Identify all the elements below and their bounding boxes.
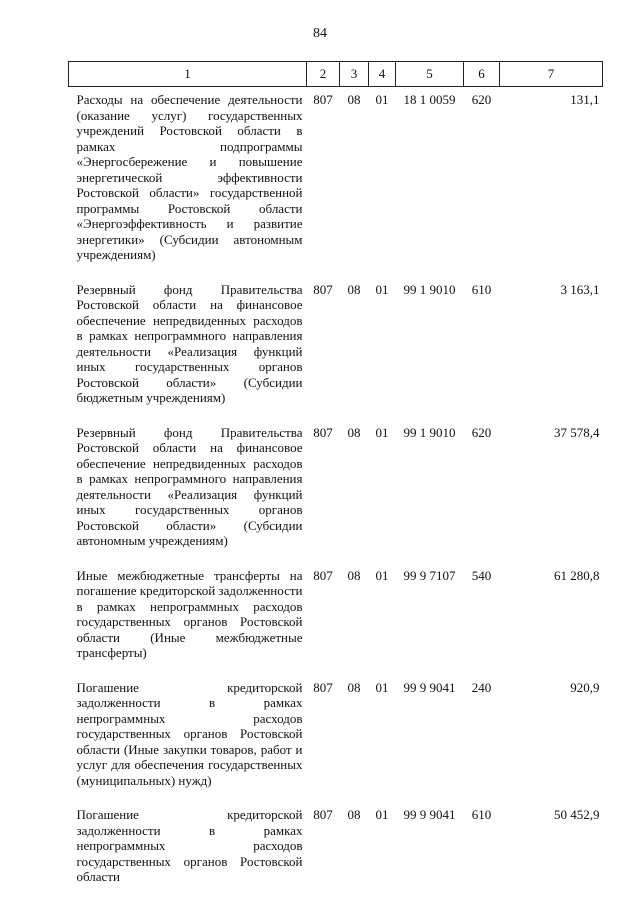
section-code: 08 — [347, 567, 361, 583]
amount: 37 578,4 — [554, 424, 600, 440]
page-number: 84 — [313, 26, 327, 41]
table-row — [69, 802, 603, 885]
amount: 920,9 — [570, 679, 600, 695]
subsection-code: 01 — [375, 807, 389, 822]
expense-type-code: 620 — [471, 92, 492, 107]
header-col-5: 5 — [396, 62, 464, 87]
section-code: 08 — [347, 424, 361, 440]
expense-type-code: 610 — [471, 281, 492, 297]
amount: 61 280,8 — [554, 567, 600, 583]
ministry-code: 807 — [313, 679, 333, 695]
header-row — [69, 62, 603, 87]
section-code: 08 — [347, 807, 361, 822]
ministry-code: 807 — [313, 807, 333, 822]
row-description: Погашение кредиторской задолженности в рамках непрограммных расходов государственных органов Ростовской области (Иные закупки товаров, работ и услуг для обеспечения государственных (муниципальных) нужд) — [76, 679, 303, 788]
header-col-3: 3 — [340, 62, 369, 87]
header-col-1: 1 — [69, 62, 307, 87]
target-article-code: 99 1 9010 — [403, 424, 456, 440]
target-article-code: 99 9 7107 — [403, 567, 456, 583]
table-row — [69, 277, 603, 420]
header-col-6: 6 — [464, 62, 500, 87]
expense-type-code: 610 — [471, 807, 492, 822]
subsection-code: 01 — [375, 281, 389, 297]
section-code: 08 — [347, 679, 361, 695]
amount: 3 163,1 — [560, 281, 600, 297]
row-description: Расходы на обеспечение деятельности (оказание услуг) государственных учреждений Ростовской области в рамках подпрограммы «Энергосбережение и повышение энергетической эффективности Ростовской области» государственной программы Ростовской области «Энергоэффективность и развитие энергетики» (Субсидии автономным учреждениям) — [76, 92, 303, 262]
row-description: Резервный фонд Правительства Ростовской области на финансовое обеспечение непредвиденных расходов в рамках непрограммного направления деятельности «Реализация функций иных государственных органов Ростовской области» (Субсидии автономным учреждениям) — [76, 424, 303, 548]
row-description: Погашение кредиторской задолженности в рамках непрограммных расходов государственных органов Ростовской области — [76, 807, 303, 884]
header-col-7: 7 — [500, 62, 603, 87]
table-row — [69, 675, 603, 803]
subsection-code: 01 — [375, 567, 389, 583]
table-row — [69, 87, 603, 277]
target-article-code: 99 9 9041 — [403, 807, 456, 822]
target-article-code: 99 1 9010 — [403, 281, 456, 297]
target-article-code: 99 9 9041 — [403, 679, 456, 695]
target-article-code: 18 1 0059 — [403, 92, 456, 107]
subsection-code: 01 — [375, 424, 389, 440]
expense-type-code: 620 — [471, 424, 492, 440]
ministry-code: 807 — [313, 567, 333, 583]
header-col-4: 4 — [369, 62, 396, 87]
ministry-code: 807 — [313, 281, 333, 297]
row-description: Иные межбюджетные трансферты на погашение кредиторской задолженности в рамках непрограммных расходов государственных органов Ростовской области (Иные межбюджетные трансферты) — [76, 567, 303, 660]
amount: 131,1 — [570, 92, 600, 107]
subsection-code: 01 — [375, 92, 389, 107]
ministry-code: 807 — [313, 424, 333, 440]
row-description: Резервный фонд Правительства Ростовской области на финансовое обеспечение непредвиденных расходов в рамках непрограммного направления деятельности «Реализация функций иных государственных органов Ростовской области» (Субсидии бюджетным учреждениям) — [76, 281, 303, 405]
budget-table — [68, 61, 603, 885]
expense-type-code: 240 — [471, 679, 492, 695]
section-code: 08 — [347, 92, 361, 107]
expense-type-code: 540 — [471, 567, 492, 583]
table-row — [69, 563, 603, 675]
section-code: 08 — [347, 281, 361, 297]
subsection-code: 01 — [375, 679, 389, 695]
table-row — [69, 420, 603, 563]
amount: 50 452,9 — [554, 807, 600, 822]
header-col-2: 2 — [307, 62, 340, 87]
ministry-code: 807 — [313, 92, 333, 107]
